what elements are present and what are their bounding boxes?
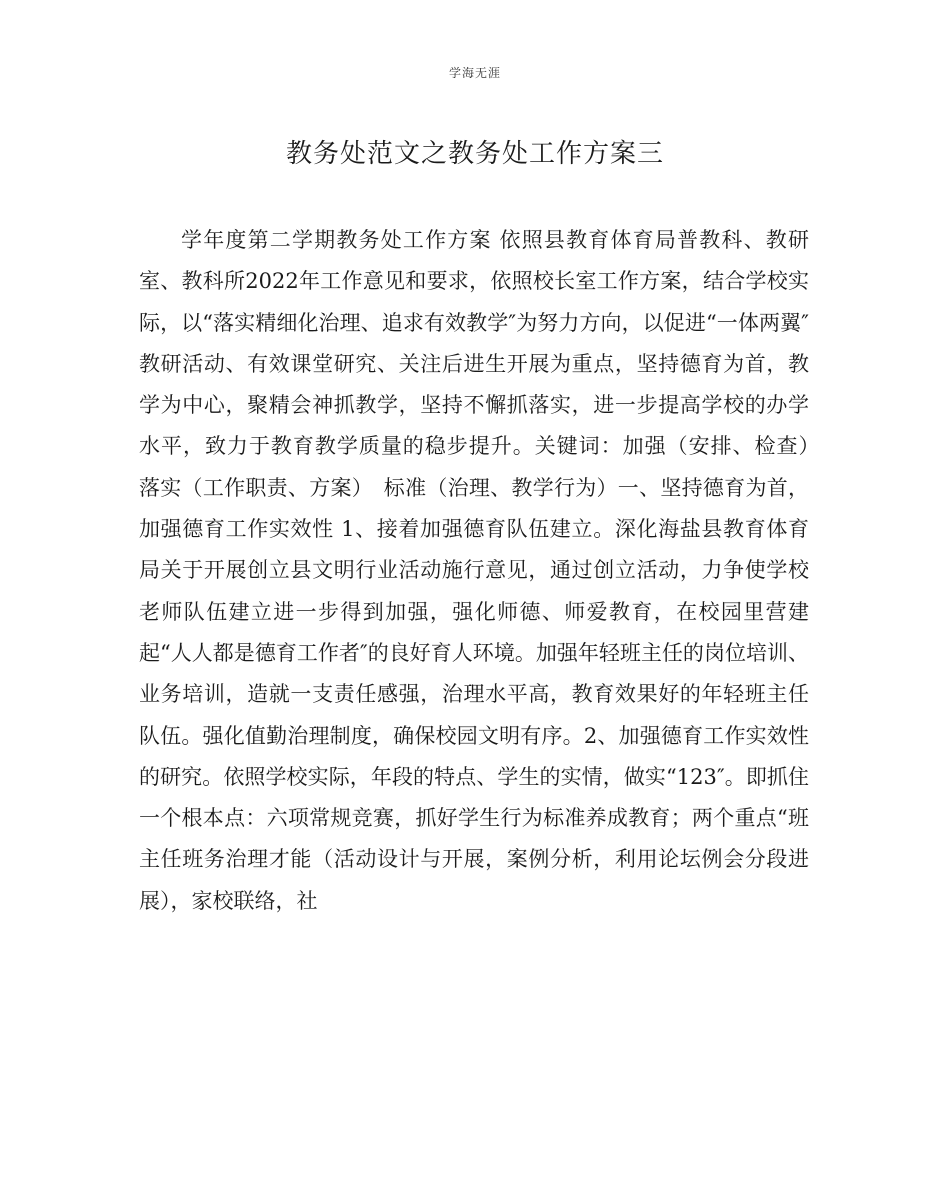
document-title: 教务处范文之教务处工作方案三 bbox=[285, 139, 664, 169]
document-body-paragraph: 学年度第二学期教务处工作方案 依照县教育体育局普教科、教研室、教科所2022年工作意见和要求，依照校长室工作方案，结合学校实际，以“落实精细化治理、追求有效教学″为努力方向，以促进“一体两翼″教研活动、有效课堂研究、关注后进生开展为重点，坚持德育为首，教学为中心，聚精会神抓教学，坚持不懈抓落实，进一步提高学校的办学水平，致力于教育教学质量的稳步提升。关键词：加强（安排、检查） 落实（工作职责、方案） 标准（治理、教学行为）一、坚持德育为首，加强德育工作实效性 1、接着加强德育队伍建立。深化海盐县教育体育局关于开展创立县文明行业活动施行意见，通过创立活动，力争使学校老师队伍建立进一步得到加强，强化师德、师爱教育，在校园里营建起“人人都是德育工作者″的良好育人环境。加强年轻班主任的岗位培训、业务培训，造就一支责任感强，治理水平高，教育效果好的年轻班主任队伍。强化值勤治理制度，确保校园文明有序。2、加强德育工作实效性的研究。依照学校实际，年段的特点、学生的实情，做实“123″。即抓住一个根本点：六项常规竞赛，抓好学生行为标准养成教育；两个重点“班主任班务治理才能（活动设计与开展，案例分析，利用论坛例会分段进展），家校联络，社 bbox=[139, 228, 830, 913]
header-watermark: 学海无涯 bbox=[448, 66, 501, 80]
